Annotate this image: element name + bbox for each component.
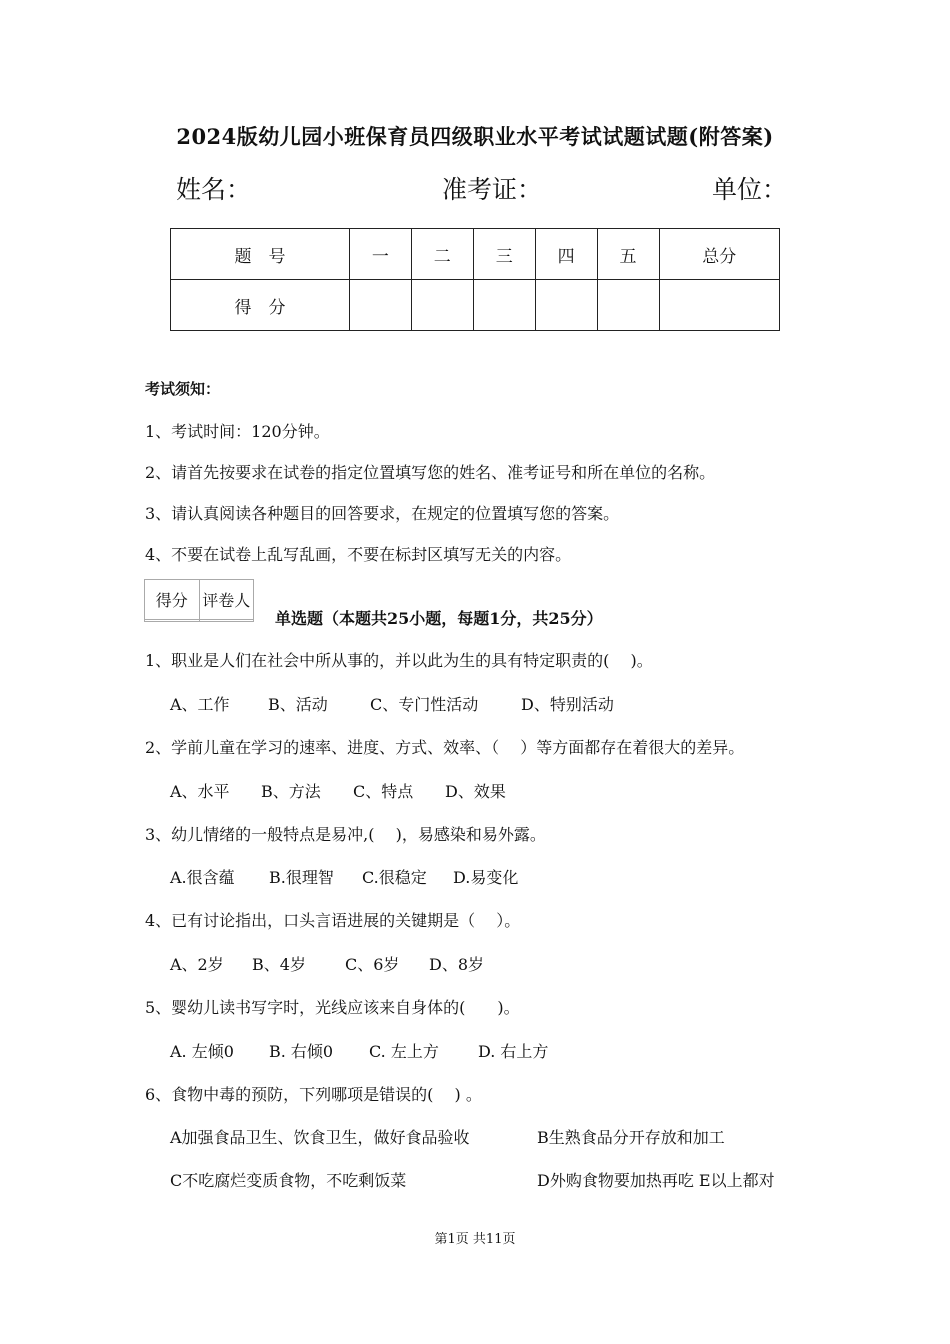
- score-cell[interactable]: [473, 280, 535, 331]
- notice-item: 3、请认真阅读各种题目的回答要求，在规定的位置填写您的答案。: [145, 504, 620, 523]
- score-table: [170, 228, 780, 331]
- score-header-cell: 三: [473, 229, 535, 280]
- option[interactable]: C、6岁: [345, 955, 400, 974]
- grader-score-label: 得分: [145, 580, 200, 620]
- option[interactable]: D、特别活动: [521, 695, 614, 714]
- grader-reviewer-label: 评卷人: [199, 580, 254, 620]
- option[interactable]: D、效果: [445, 782, 506, 801]
- score-header-cell: 总分: [659, 229, 779, 280]
- question-text: 6、食物中毒的预防，下列哪项是错误的( ) 。: [145, 1085, 482, 1104]
- option[interactable]: C. 左上方: [369, 1042, 439, 1061]
- option[interactable]: C、特点: [353, 782, 414, 801]
- question-text: 4、已有讨论指出，口头言语进展的关键期是（ ）。: [145, 911, 521, 930]
- question-text: 5、婴幼儿读书写字时，光线应该来自身体的( )。: [145, 998, 520, 1017]
- option[interactable]: C.很稳定: [362, 868, 427, 887]
- score-header-cell: 一: [349, 229, 411, 280]
- notice-item: 2、请首先按要求在试卷的指定位置填写您的姓名、准考证号和所在单位的名称。: [145, 463, 716, 482]
- notice-item: 4、不要在试卷上乱写乱画，不要在标封区填写无关的内容。: [145, 545, 572, 564]
- score-cell[interactable]: [411, 280, 473, 331]
- score-header-cell: 四: [535, 229, 597, 280]
- score-header-cell: 题 号: [171, 229, 350, 280]
- exam-title: 2024版幼儿园小班保育员四级职业水平考试试题试题(附答案): [176, 124, 774, 149]
- option[interactable]: B、4岁: [252, 955, 306, 974]
- option[interactable]: A. 左倾0: [170, 1042, 234, 1061]
- score-cell[interactable]: [659, 280, 779, 331]
- option[interactable]: B. 右倾0: [269, 1042, 334, 1061]
- score-header-cell: 二: [411, 229, 473, 280]
- option[interactable]: D. 右上方: [478, 1042, 549, 1061]
- option[interactable]: A加强食品卫生、饮食卫生，做好食品验收: [170, 1128, 470, 1147]
- page-footer: 第1页 共11页: [434, 1232, 516, 1247]
- option[interactable]: B生熟食品分开存放和加工: [537, 1128, 725, 1147]
- option[interactable]: C不吃腐烂变质食物，不吃剩饭菜: [170, 1171, 407, 1190]
- option[interactable]: A、水平: [170, 782, 230, 801]
- question-text: 3、幼儿情绪的一般特点是易冲,( )，易感染和易外露。: [145, 825, 546, 844]
- score-cell[interactable]: [349, 280, 411, 331]
- score-cell[interactable]: [535, 280, 597, 331]
- option[interactable]: B、方法: [261, 782, 321, 801]
- option[interactable]: D外购食物要加热再吃 E以上都对: [537, 1171, 775, 1190]
- question-text: 2、学前儿童在学习的速率、进度、方式、效率、（ ）等方面都存在着很大的差异。: [145, 738, 745, 757]
- unit-field-label: 单位：: [712, 175, 788, 204]
- score-cell[interactable]: [597, 280, 659, 331]
- question-text: 1、职业是人们在社会中所从事的，并以此为生的具有特定职责的( )。: [145, 651, 653, 670]
- option[interactable]: A.很含蕴: [170, 868, 235, 887]
- section-title: 单选题（本题共25小题，每题1分，共25分）: [275, 609, 603, 628]
- notice-item: 1、考试时间：120分钟。: [145, 422, 330, 441]
- grader-box: [144, 579, 254, 622]
- option[interactable]: B.很理智: [269, 868, 334, 887]
- option[interactable]: D.易变化: [453, 868, 519, 887]
- option[interactable]: C、专门性活动: [370, 695, 479, 714]
- option[interactable]: D、8岁: [429, 955, 485, 974]
- notice-heading: 考试须知：: [145, 380, 221, 398]
- score-header-cell: 五: [597, 229, 659, 280]
- score-row-label: 得 分: [171, 280, 350, 331]
- score-table-score-row: [171, 280, 780, 331]
- option[interactable]: B、活动: [268, 695, 328, 714]
- score-table-header-row: [171, 229, 780, 280]
- name-field-label: 姓名：: [176, 175, 252, 204]
- option[interactable]: A、2岁: [170, 955, 224, 974]
- grader-score-cell[interactable]: [145, 620, 200, 622]
- exam-id-field-label: 准考证：: [442, 175, 543, 204]
- grader-reviewer-cell[interactable]: [199, 620, 254, 622]
- option[interactable]: A、工作: [170, 695, 230, 714]
